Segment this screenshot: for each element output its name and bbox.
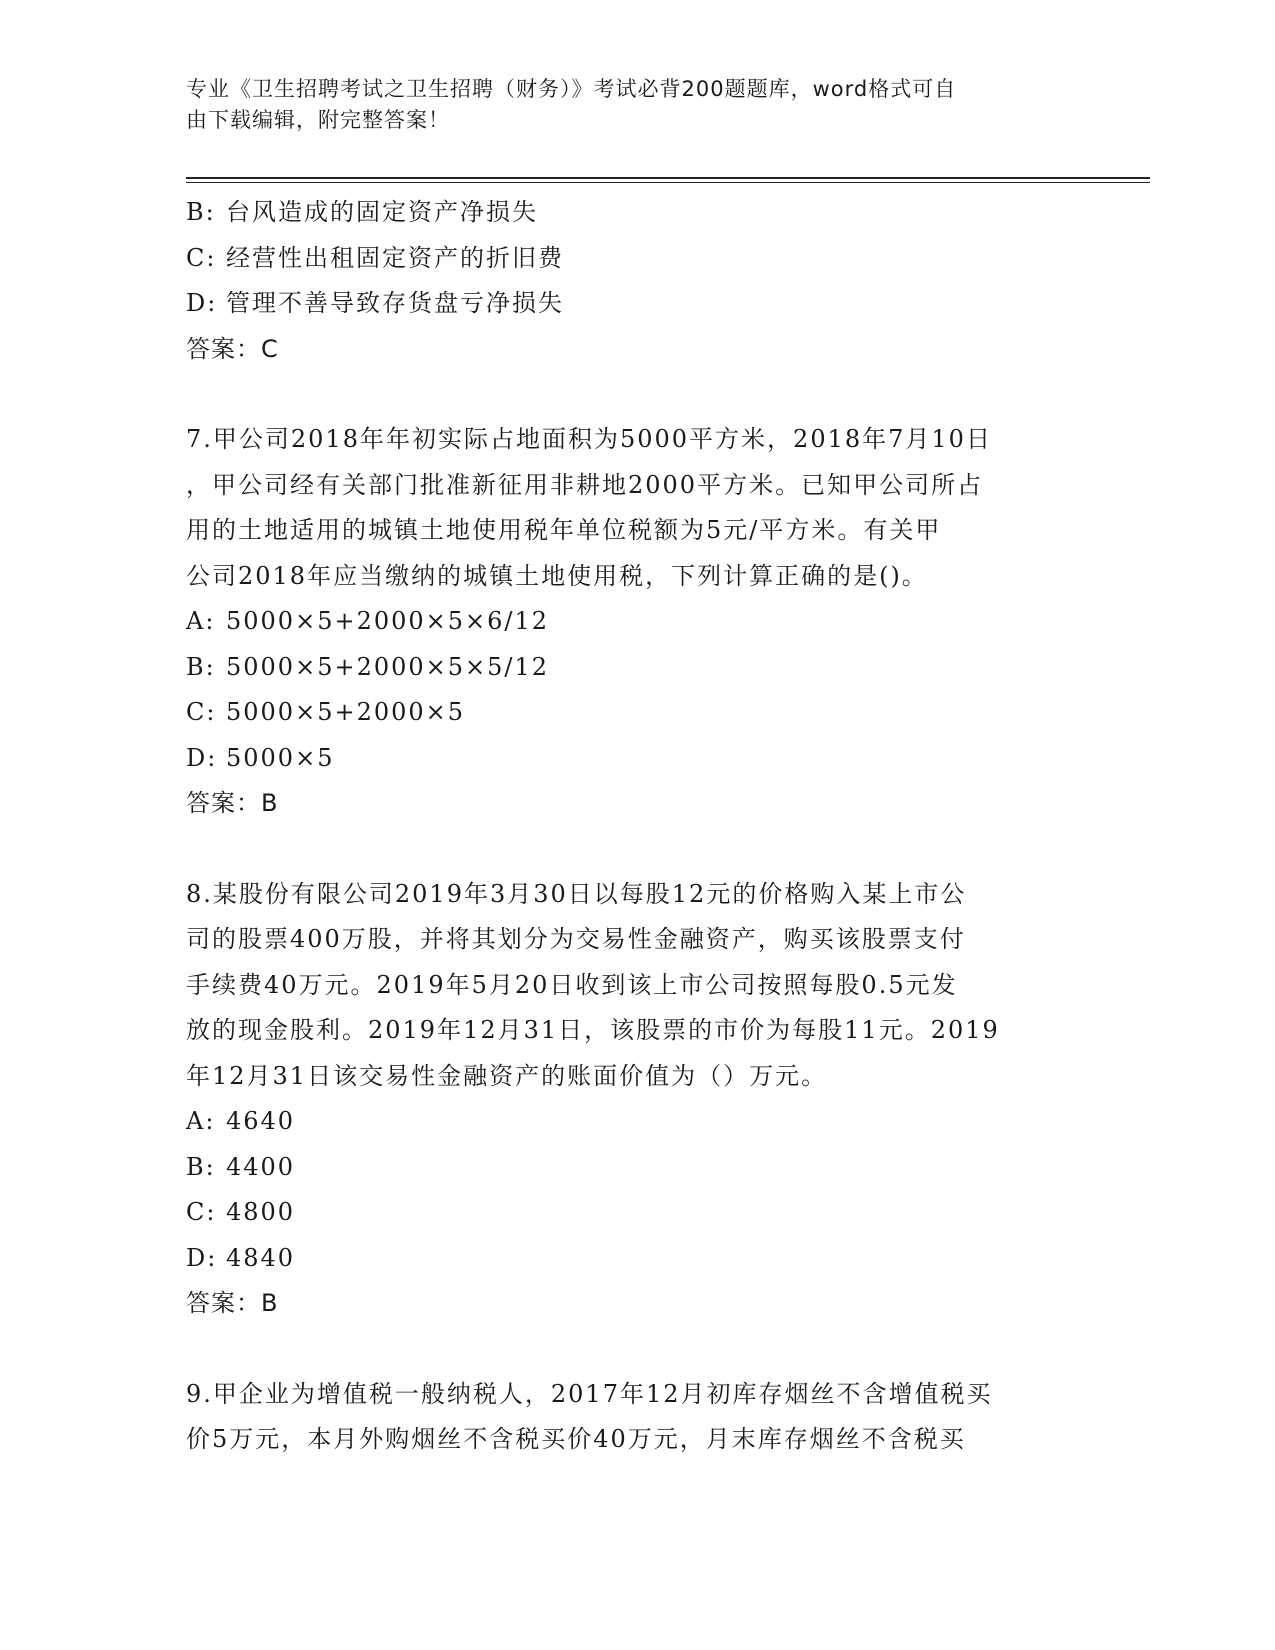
option-text: 5000×5+2000×5 xyxy=(226,698,466,726)
option-text: 4800 xyxy=(226,1198,296,1226)
option-letter: B: xyxy=(186,1152,216,1181)
question-text-line: 司的股票400万股，并将其划分为交易性金融资产，购买该股票支付 xyxy=(186,925,966,953)
header-divider-thick xyxy=(186,177,1150,179)
option-b xyxy=(186,190,1086,236)
question-text-line: 7.甲公司2018年年初实际占地面积为5000平方米，2018年7月10日 xyxy=(186,425,992,453)
option-letter: A: xyxy=(186,607,216,635)
option-letter: D: xyxy=(186,1243,218,1272)
question-text-line: 年12月31日该交易性金融资产的账面价值为（）万元。 xyxy=(186,1061,828,1090)
option-letter: A: xyxy=(186,1107,216,1135)
question-text-line: 9.甲企业为增值税一般纳税人，2017年12月初库存烟丝不含增值税买 xyxy=(186,1379,993,1408)
option-letter: B: xyxy=(186,198,216,226)
question-text-line: 用的土地适用的城镇土地使用税年单位税额为5元/平方米。有关甲 xyxy=(186,516,942,544)
question-text-line: ，甲公司经有关部门批准新征用非耕地2000平方米。已知甲公司所占 xyxy=(186,470,984,499)
option-text: 5000×5+2000×5×5/12 xyxy=(226,652,550,681)
option-letter: C: xyxy=(186,1198,217,1226)
option-text: 经营性出租固定资产的折旧费 xyxy=(226,243,564,272)
option-letter: D: xyxy=(186,743,218,772)
option-b xyxy=(186,1145,1086,1191)
option-a xyxy=(186,1099,1086,1145)
prev-question-block xyxy=(186,190,1086,372)
header-divider-thin xyxy=(186,182,1150,183)
option-d xyxy=(186,1236,1086,1282)
option-b xyxy=(186,645,1086,691)
option-letter: C: xyxy=(186,698,217,726)
option-text: 4640 xyxy=(226,1107,296,1135)
question-content xyxy=(186,190,1086,1463)
header-line-2: 由下载编辑，附完整答案！ xyxy=(186,108,450,132)
option-letter: B: xyxy=(186,652,216,681)
option-c xyxy=(186,690,1086,736)
option-text: 4400 xyxy=(226,1152,296,1181)
spacer xyxy=(186,827,1086,872)
answer-line: 答案：B xyxy=(186,1289,279,1317)
spacer xyxy=(186,1327,1086,1372)
option-d xyxy=(186,736,1086,782)
question-8 xyxy=(186,872,1086,1327)
question-text-line: 公司2018年应当缴纳的城镇土地使用税，下列计算正确的是()。 xyxy=(186,561,928,590)
option-d xyxy=(186,281,1086,327)
answer-line: 答案：C xyxy=(186,334,279,363)
header-line-1: 专业《卫生招聘考试之卫生招聘（财务）》考试必背200题题库，word格式可自 xyxy=(186,77,957,101)
option-text: 5000×5+2000×5×6/12 xyxy=(226,607,550,635)
option-a xyxy=(186,599,1086,645)
question-text-line: 放的现金股利。2019年12月31日，该股票的市价为每股11元。2019 xyxy=(186,1016,1000,1044)
question-text-line: 价5万元，本月外购烟丝不含税买价40万元，月末库存烟丝不含税买 xyxy=(186,1425,966,1453)
option-text: 5000×5 xyxy=(226,743,335,772)
question-text-line: 8.某股份有限公司2019年3月30日以每股12元的价格购入某上市公 xyxy=(186,879,967,908)
spacer xyxy=(186,372,1086,417)
option-c xyxy=(186,236,1086,282)
question-9 xyxy=(186,1372,1086,1463)
answer-line: 答案：B xyxy=(186,789,279,817)
option-text: 台风造成的固定资产净损失 xyxy=(226,198,538,226)
option-text: 管理不善导致存货盘亏净损失 xyxy=(226,289,564,317)
document-header xyxy=(186,74,1066,136)
option-text: 4840 xyxy=(226,1243,296,1272)
question-7 xyxy=(186,417,1086,827)
option-c xyxy=(186,1190,1086,1236)
option-letter: C: xyxy=(186,243,217,272)
question-text-line: 手续费40万元。2019年5月20日收到该上市公司按照每股0.5元发 xyxy=(186,970,958,999)
option-letter: D: xyxy=(186,289,218,317)
